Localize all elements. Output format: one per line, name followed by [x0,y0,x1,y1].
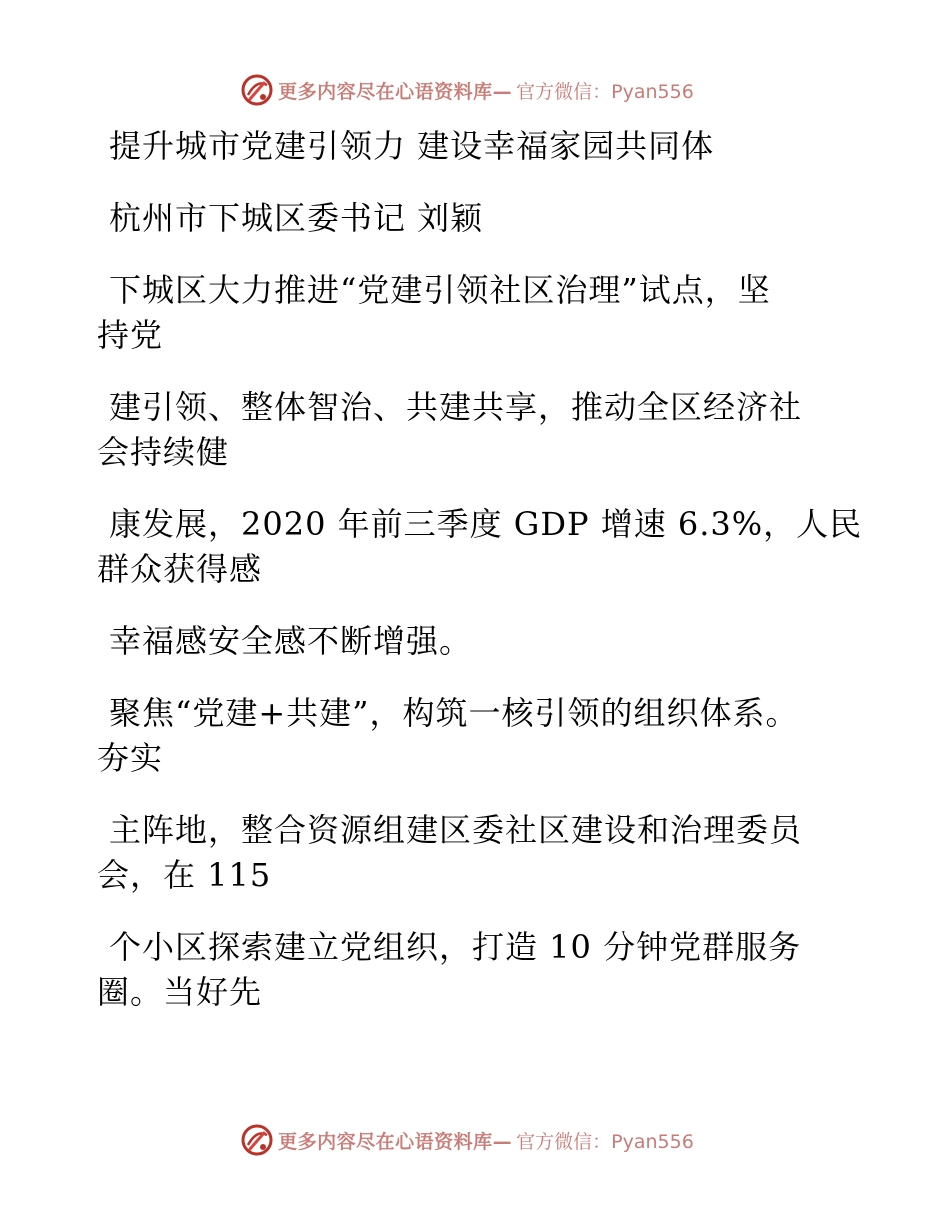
text-line: 持党 [97,316,164,354]
text-line: 会持续健 [97,433,230,471]
text-line: 幸福感安全感不断增强。 [109,622,473,660]
text-line: 下城区大力推进“党建引领社区治理”试点，坚 [109,271,771,309]
document-body [97,124,863,1015]
watermark-contact: 官方微信：Pyan556 [516,80,694,103]
footer-watermark [0,1120,950,1160]
text-line: 夯实 [97,739,164,777]
document-title: 提升城市党建引领力 建设幸福家园共同体 [109,127,715,165]
text-line: 群众获得感 [97,550,263,588]
header-watermark [0,70,950,110]
text-line: 主阵地，整合资源组建区委社区建设和治理委员 [109,811,803,849]
watermark-contact: 官方微信：Pyan556 [516,1130,694,1153]
text-line: 圈。当好先 [97,973,263,1011]
logo-icon [240,73,274,107]
text-line: 建引领、整体智治、共建共享，推动全区经济社 [109,388,803,426]
watermark-text: 更多内容尽在心语资料库— [278,80,513,103]
text-line: 个小区探索建立党组织，打造 10 分钟党群服务 [109,928,802,966]
watermark-text: 更多内容尽在心语资料库— [278,1130,513,1153]
text-line: 康发展，2020 年前三季度 GDP 增速 6.3%，人民 [109,505,863,543]
logo-icon [240,1123,274,1157]
document-author: 杭州市下城区委书记 刘颖 [109,199,484,237]
text-line: 会，在 115 [97,856,272,894]
text-line: 聚焦“党建+共建”，构筑一核引领的组织体系。 [109,694,799,732]
